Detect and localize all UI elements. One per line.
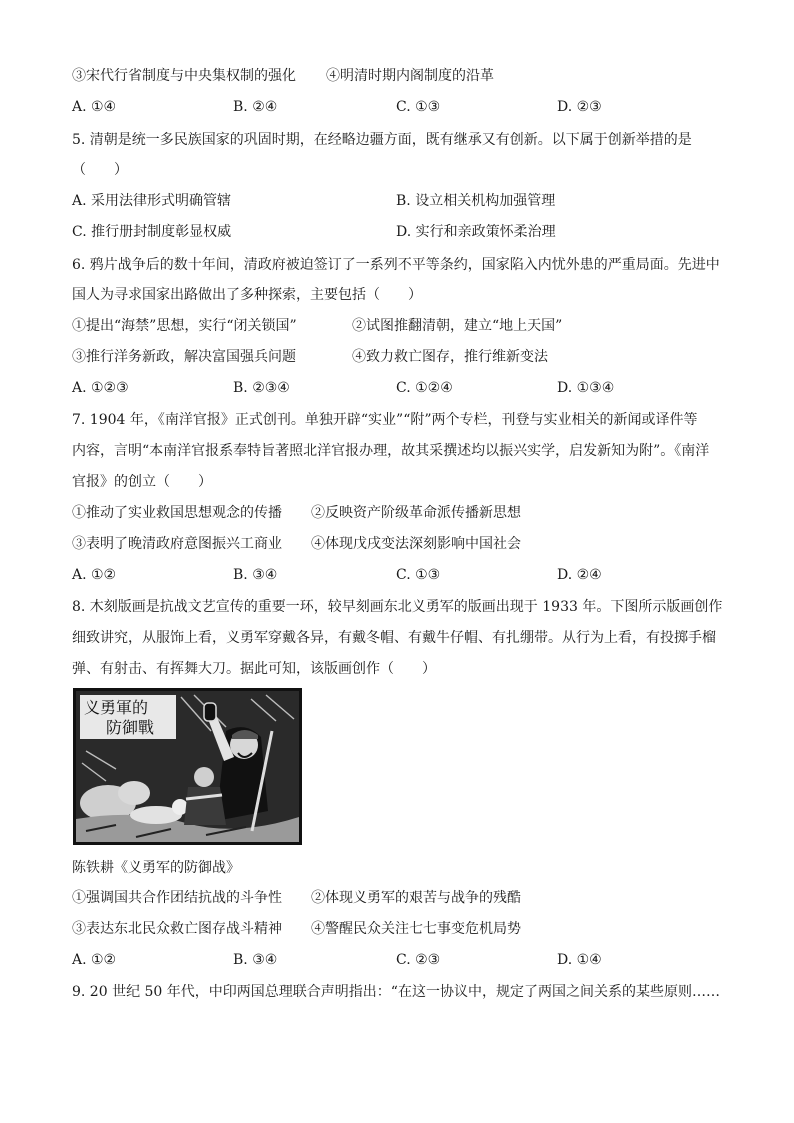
q7-stem-line-1: 7. 1904 年，《南洋官报》正式创刊。单独开辟“实业”“附”两个专栏，刊登与实业相关的新闻或译件等 <box>72 412 698 428</box>
q6-statement-3: ③推行洋务新政，解决富国强兵问题 <box>72 349 296 365</box>
q4-option-d[interactable]: D. ②③ <box>557 99 602 115</box>
q8-stem-line-1: 8. 木刻版画是抗战文艺宣传的重要一环，较早刻画东北义勇军的版画出现于 1933 年。下图所示版画创作 <box>72 599 723 615</box>
q6-option-c[interactable]: C. ①②④ <box>396 380 453 396</box>
q6-stem-line-1: 6. 鸦片战争后的数十年间，清政府被迫签订了一系列不平等条约，国家陷入内忧外患的严重局面。先进中 <box>72 257 720 273</box>
q4-statement-3: ③宋代行省制度与中央集权制的强化 <box>72 68 296 84</box>
q5-stem: 5. 清朝是统一多民族国家的巩固时期，在经略边疆方面，既有继承又有创新。以下属于创新举措的是 <box>72 132 692 148</box>
q5-answer-blank: （ ） <box>72 162 128 178</box>
q5-option-a[interactable]: A. 采用法律形式明确管辖 <box>72 193 232 209</box>
q8-image-caption: 陈铁耕《义勇军的防御战》 <box>72 860 240 876</box>
q8-statement-2: ②体现义勇军的艰苦与战争的残酷 <box>311 890 521 906</box>
q6-stem-line-2: 国人为寻求国家出路做出了多种探索，主要包括（ ） <box>72 287 422 303</box>
q7-option-d[interactable]: D. ②④ <box>557 567 602 583</box>
q7-option-a[interactable]: A. ①② <box>72 567 117 583</box>
q6-option-a[interactable]: A. ①②③ <box>72 380 129 396</box>
q8-statement-4: ④警醒民众关注七七事变危机局势 <box>311 921 521 937</box>
q6-statement-2: ②试图推翻清朝，建立“地上天国” <box>352 318 563 334</box>
q9-stem-line-1: 9. 20 世纪 50 年代，中印两国总理联合声明指出：“在这一协议中，规定了两国之间关系的某些原则…… <box>72 984 720 1000</box>
q8-option-b[interactable]: B. ③④ <box>233 952 278 968</box>
woodcut-print-image <box>73 688 302 845</box>
q4-option-c[interactable]: C. ①③ <box>396 99 441 115</box>
q6-statement-1: ①提出“海禁”思想，实行“闭关锁国” <box>72 318 297 334</box>
q5-option-b[interactable]: B. 设立相关机构加强管理 <box>396 193 556 209</box>
q8-stem-line-2: 细致讲究，从服饰上看，义勇军穿戴各异，有戴冬帽、有戴牛仔帽、有扎绷带。从行为上看，有投掷手榴 <box>72 630 716 646</box>
q8-statement-1: ①强调国共合作团结抗战的斗争性 <box>72 890 282 906</box>
q4-option-b[interactable]: B. ②④ <box>233 99 278 115</box>
q5-option-c[interactable]: C. 推行册封制度彰显权威 <box>72 224 232 240</box>
q8-statement-3: ③表达东北民众救亡图存战斗精神 <box>72 921 282 937</box>
q7-stem-line-3: 官报》的创立（ ） <box>72 474 212 490</box>
q8-option-c[interactable]: C. ②③ <box>396 952 441 968</box>
q7-statement-3: ③表明了晚清政府意图振兴工商业 <box>72 536 282 552</box>
q8-option-a[interactable]: A. ①② <box>72 952 117 968</box>
q4-option-a[interactable]: A. ①④ <box>72 99 117 115</box>
q6-statement-4: ④致力救亡图存，推行维新变法 <box>352 349 548 365</box>
q7-statement-2: ②反映资产阶级革命派传播新思想 <box>311 505 521 521</box>
q7-stem-line-2: 内容，言明“本南洋官报系奉特旨著照北洋官报办理，故其采撰述均以振兴实学，启发新知为附”。《南洋 <box>72 443 710 459</box>
q7-statement-4: ④体现戊戌变法深刻影响中国社会 <box>311 536 521 552</box>
q8-stem-line-3: 弹、有射击、有挥舞大刀。据此可知，该版画创作（ ） <box>72 661 436 677</box>
q7-statement-1: ①推动了实业救国思想观念的传播 <box>72 505 282 521</box>
woodcut-title-line-2: 防御戰 <box>106 718 155 737</box>
woodcut-illustration <box>76 691 299 842</box>
q6-option-d[interactable]: D. ①③④ <box>557 380 615 396</box>
q5-option-d[interactable]: D. 实行和亲政策怀柔治理 <box>396 224 556 240</box>
q4-statement-4: ④明清时期内阁制度的沿革 <box>326 68 494 84</box>
q8-option-d[interactable]: D. ①④ <box>557 952 602 968</box>
woodcut-title-line-1: 义勇軍的 <box>84 698 149 717</box>
q7-option-c[interactable]: C. ①③ <box>396 567 441 583</box>
q7-option-b[interactable]: B. ③④ <box>233 567 278 583</box>
q6-option-b[interactable]: B. ②③④ <box>233 380 290 396</box>
